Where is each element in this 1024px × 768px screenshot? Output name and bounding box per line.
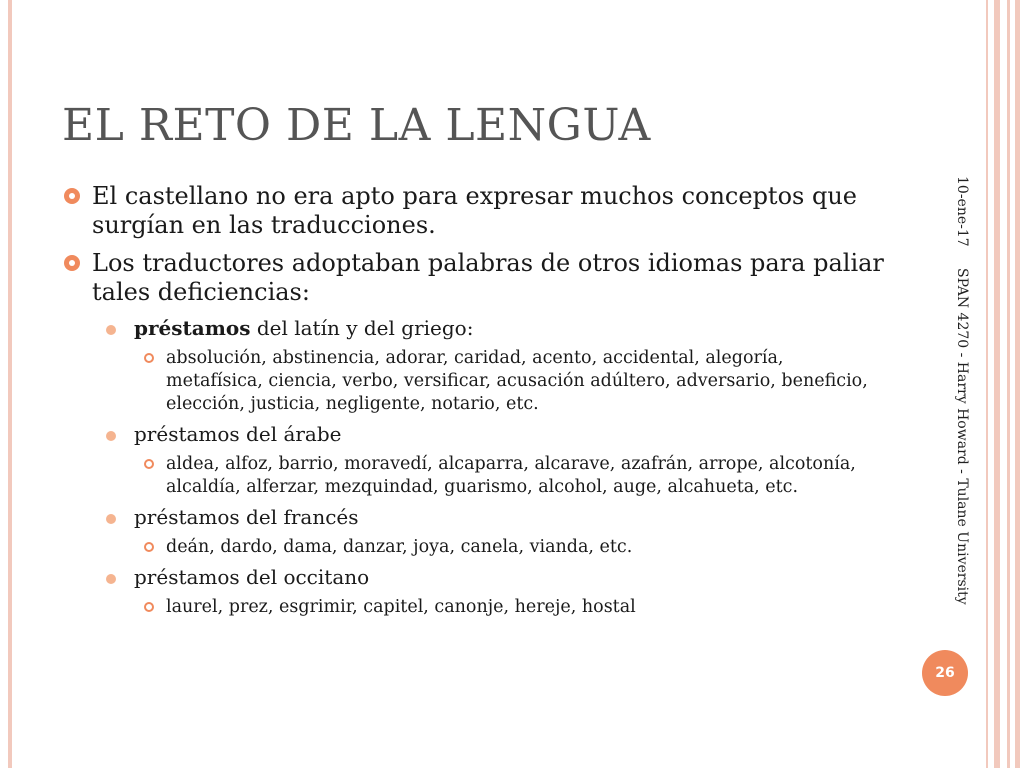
sub-bullet-icon [106,431,116,441]
word-list-item [64,596,884,619]
sub-bullet-text: préstamos del francés [134,505,359,529]
sub-bullet-icon [106,574,116,584]
bullet-item [64,249,884,307]
sub-bullet-item [64,505,884,530]
word-list-bullet-icon [144,602,154,612]
slide-date: 10-ene-17 [954,176,970,247]
sub-bullet-text: préstamos del occitano [134,565,370,589]
sub-bullet-item [64,565,884,590]
sub-bullet-icon [106,325,116,335]
word-list-text: laurel, prez, esgrimir, capitel, canonje, hereje, hostal [166,597,636,617]
bullet-item [64,182,884,240]
bullet-icon [64,255,80,271]
word-list-text: aldea, alfoz, barrio, moravedí, alcaparra, alcarave, azafrán, arrope, alcotonía, alcaldía, alferzar, mezquindad, guarismo, alcohol, auge, alcahueta, etc. [166,454,856,497]
bullet-text: El castellano no era apto para expresar muchos conceptos que surgían en las traducciones. [92,182,857,239]
word-list-bullet-icon [144,542,154,552]
bullet-icon [64,188,80,204]
word-list-item [64,453,884,499]
word-list-bullet-icon [144,459,154,469]
word-list-text: deán, dardo, dama, danzar, joya, canela, vianda, etc. [166,537,633,557]
sub-bullet-icon [106,514,116,524]
word-list-bullet-icon [144,353,154,363]
bullet-text: Los traductores adoptaban palabras de otros idiomas para paliar tales deficiencias: [92,249,884,306]
slide-title: EL RETO DE LA LENGUA [62,100,651,151]
word-list-item [64,347,884,416]
right-border-lines [982,0,1024,768]
left-border-line [8,0,12,768]
sub-bullet-item [64,422,884,447]
word-list-item [64,536,884,559]
sub-bullet-text: préstamos del árabe [134,422,342,446]
sub-bullet-item [64,316,884,341]
slide-footer-course: SPAN 4270 - Harry Howard - Tulane University [954,268,970,605]
slide-content [64,182,884,625]
sub-bullet-text: del latín y del griego: [250,316,474,340]
word-list-text: absolución, abstinencia, adorar, caridad, acento, accidental, alegoría, metafísica, ciencia, verbo, versificar, acusación adúltero, adversario, beneficio, elección, justicia, negligente, notario, etc. [166,348,868,414]
page-number-badge: 26 [922,650,968,696]
bold-term: préstamos [134,316,251,340]
